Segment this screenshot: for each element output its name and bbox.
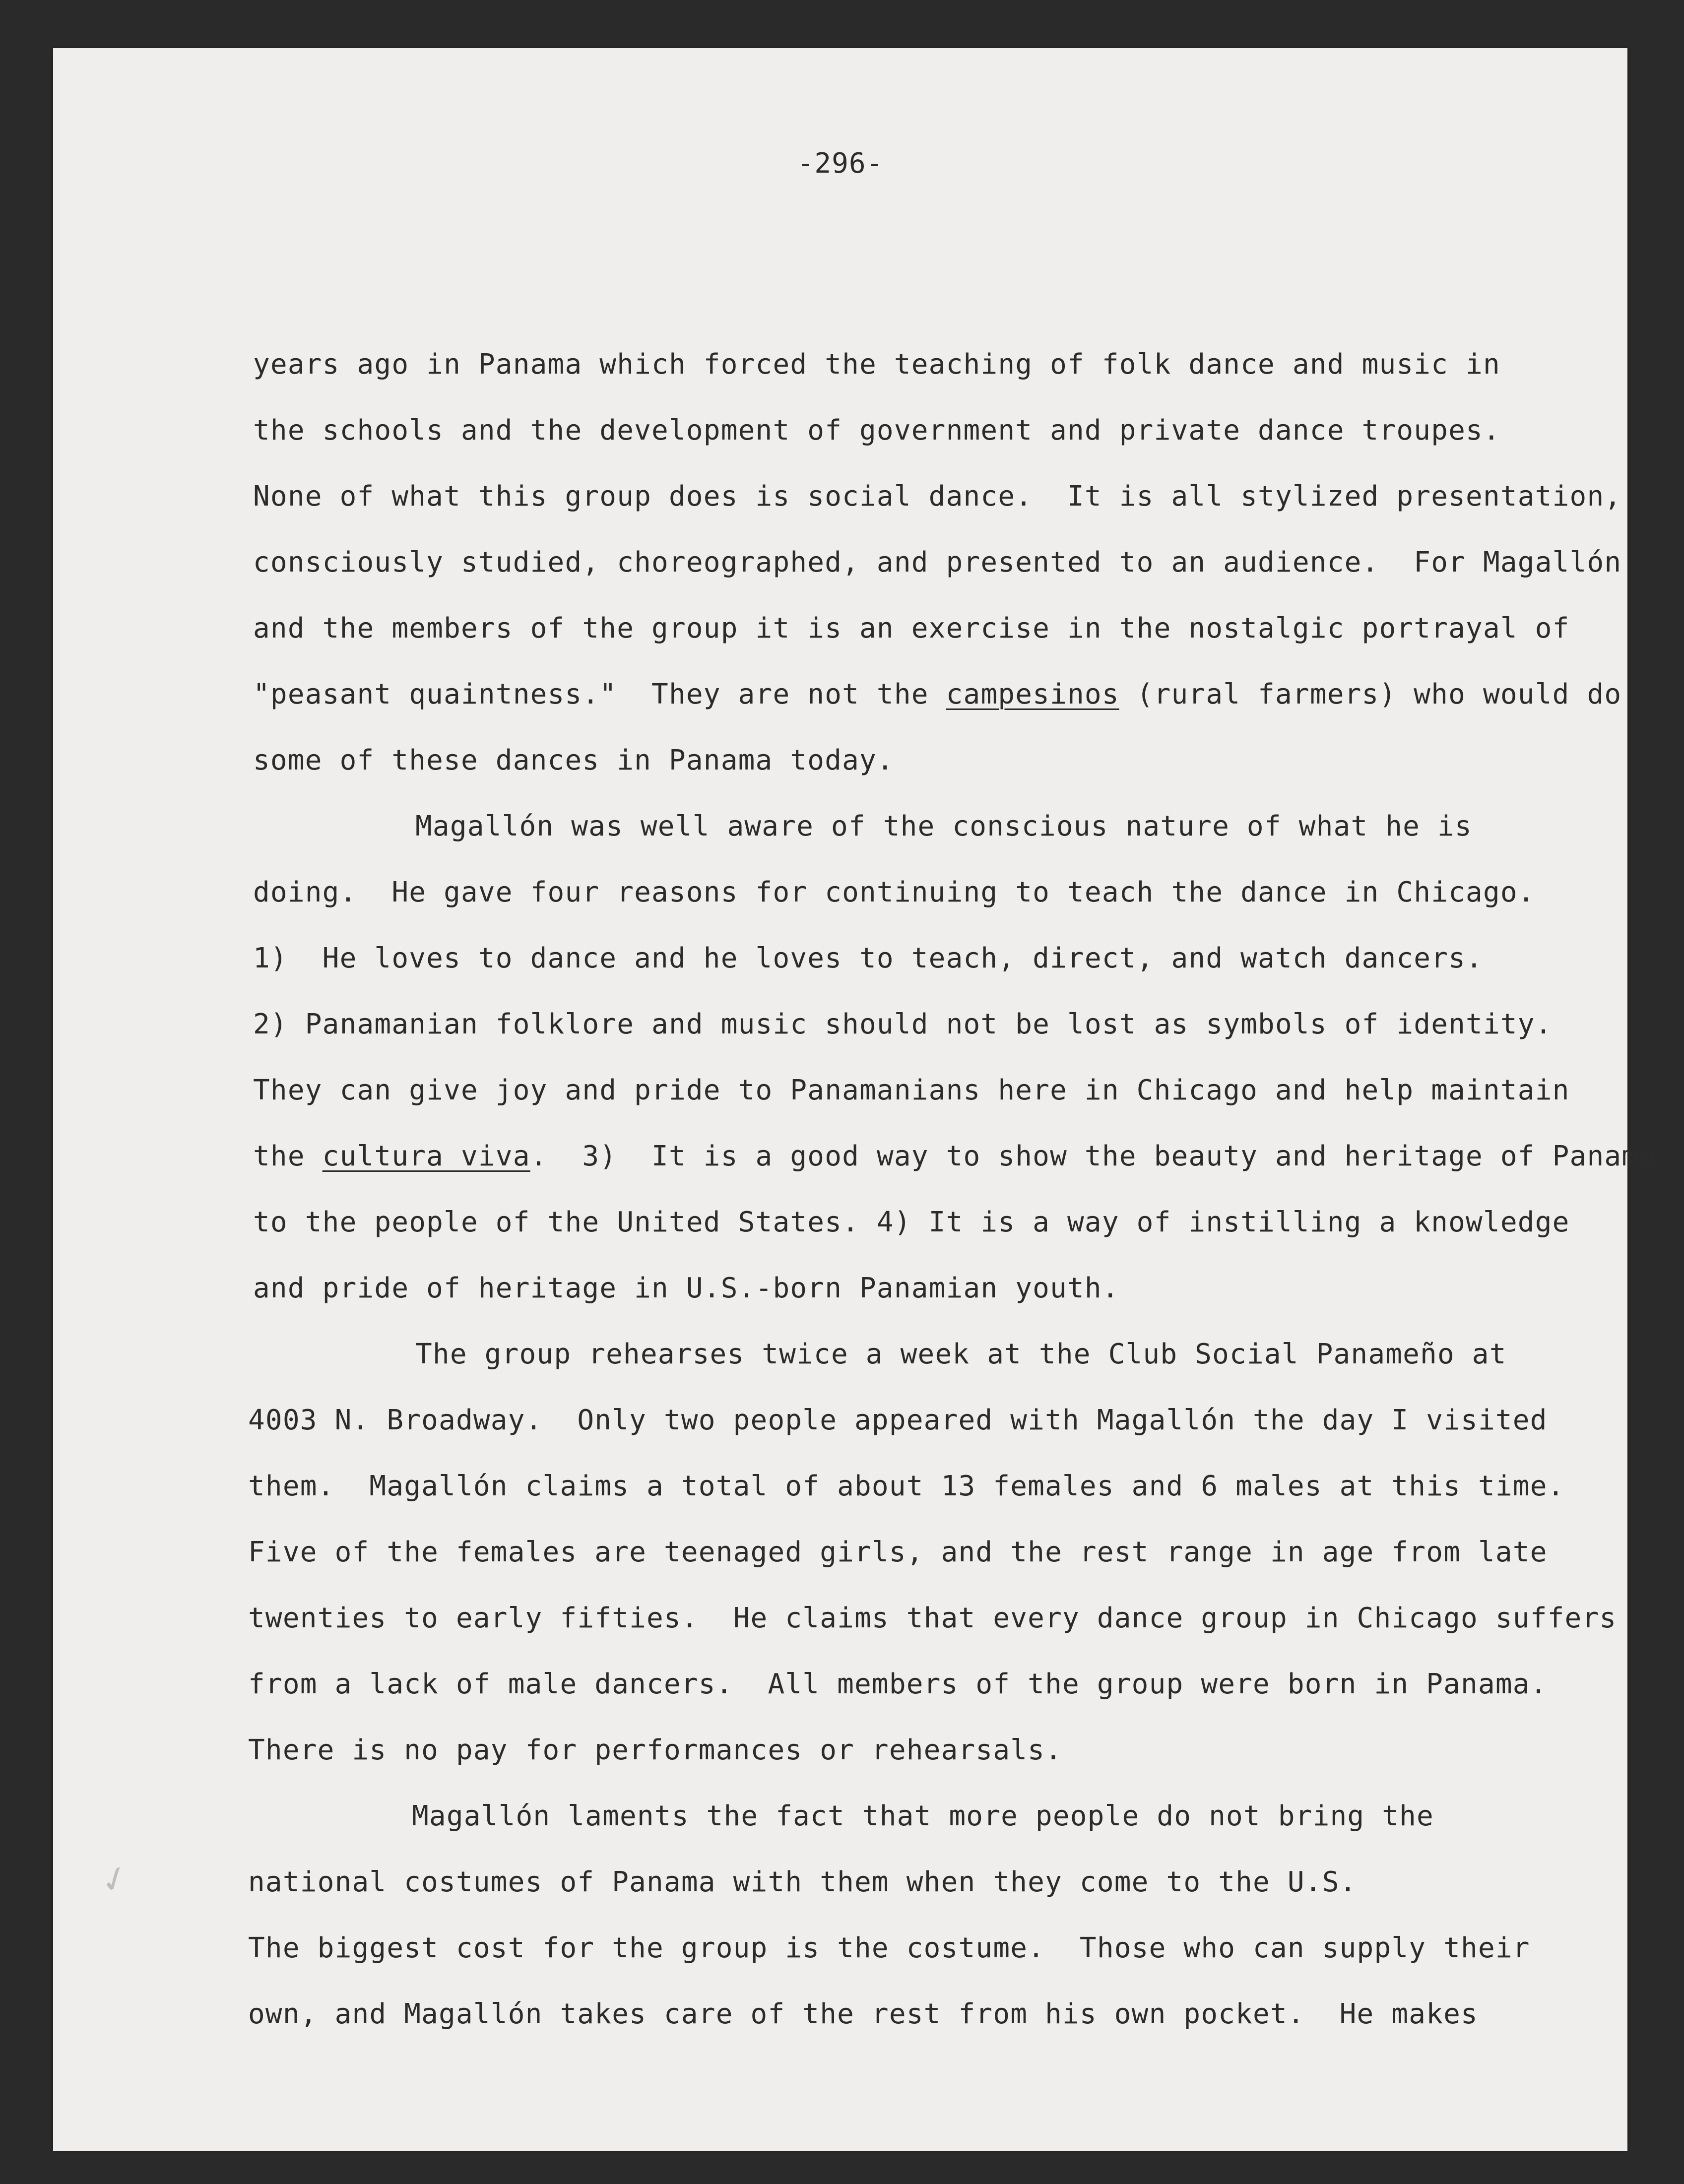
page-number: -296- <box>797 147 884 180</box>
text-line <box>248 1733 1062 1768</box>
text-segment: Magallón laments the fact that more people do not bring the <box>412 1800 1434 1832</box>
text-line <box>248 1997 1478 2032</box>
text-line <box>415 809 1472 844</box>
text-line <box>253 941 1483 976</box>
text-segment: years ago in Panama which forced the teaching of folk dance and music in <box>253 348 1500 381</box>
text-segment: doing. He gave four reasons for continuing to teach the dance in Chicago. <box>253 876 1535 908</box>
text-line <box>415 1337 1507 1372</box>
text-segment: own, and Magallón takes care of the rest from his own pocket. He makes <box>248 1998 1478 2030</box>
text-line <box>253 347 1500 382</box>
text-segment: some of these dances in Panama today. <box>253 744 894 776</box>
text-line <box>253 1205 1570 1240</box>
text-segment: the schools and the development of government and private dance troupes. <box>253 414 1500 447</box>
text-segment: There is no pay for performances or rehearsals. <box>248 1734 1062 1766</box>
text-line <box>253 611 1570 646</box>
text-segment: to the people of the United States. 4) It is a way of instilling a knowledge <box>253 1206 1570 1238</box>
text-line <box>248 1469 1565 1504</box>
text-segment: They can give joy and pride to Panamanians here in Chicago and help maintain <box>253 1074 1570 1106</box>
text-line <box>248 1601 1617 1636</box>
text-line <box>253 545 1621 580</box>
margin-check-mark: ✓ <box>94 1855 135 1904</box>
text-segment: and the members of the group it is an exercise in the nostalgic portrayal of <box>253 612 1570 644</box>
text-line <box>412 1799 1434 1834</box>
text-segment: from a lack of male dancers. All members of the group were born in Panama. <box>248 1668 1548 1700</box>
text-segment: . 3) It is a good way to show the beauty and heritage of Panama <box>530 1140 1657 1172</box>
text-line <box>248 1931 1530 1966</box>
text-segment: them. Magallón claims a total of about 13 females and 6 males at this time. <box>248 1470 1565 1502</box>
text-line <box>253 677 1621 712</box>
text-line <box>248 1865 1357 1900</box>
text-segment: "peasant quaintness." They are not the <box>253 678 946 710</box>
text-line <box>253 875 1535 910</box>
text-segment: the <box>253 1140 323 1172</box>
text-line <box>248 1667 1548 1702</box>
text-segment: twenties to early fifties. He claims that every dance group in Chicago suffers <box>248 1602 1617 1634</box>
text-segment: 4003 N. Broadway. Only two people appeared with Magallón the day I visited <box>248 1404 1548 1436</box>
text-line <box>253 413 1500 448</box>
text-segment: Magallón was well aware of the conscious nature of what he is <box>415 810 1472 842</box>
typewritten-page <box>53 48 1657 2151</box>
text-line <box>248 1403 1548 1438</box>
text-segment: 1) He loves to dance and he loves to teach, direct, and watch dancers. <box>253 942 1483 974</box>
underlined-term: cultura viva <box>322 1140 530 1172</box>
text-segment: 2) Panamanian folklore and music should not be lost as symbols of identity. <box>253 1008 1553 1040</box>
text-segment: None of what this group does is social dance. It is all stylized presentation, <box>253 480 1622 513</box>
underlined-term: campesinos <box>946 678 1119 710</box>
text-segment: consciously studied, choreographed, and presented to an audience. For Magallón <box>253 546 1622 578</box>
text-line <box>253 1073 1570 1108</box>
text-segment: Five of the females are teenaged girls, and the rest range in age from late <box>248 1536 1548 1568</box>
text-segment: and pride of heritage in U.S.-born Panamian youth. <box>253 1272 1119 1304</box>
text-segment: The biggest cost for the group is the costume. Those who can supply their <box>248 1932 1530 1964</box>
text-line <box>253 743 894 778</box>
text-line <box>253 1007 1553 1042</box>
text-line <box>253 1139 1656 1174</box>
text-segment: (rural farmers) who would do <box>1119 678 1622 710</box>
text-segment: The group rehearses twice a week at the Club Social Panameño at <box>415 1338 1507 1370</box>
text-segment: national costumes of Panama with them when they come to the U.S. <box>248 1866 1357 1898</box>
text-line <box>253 1271 1119 1306</box>
text-line <box>248 1535 1548 1570</box>
text-line <box>253 479 1621 514</box>
